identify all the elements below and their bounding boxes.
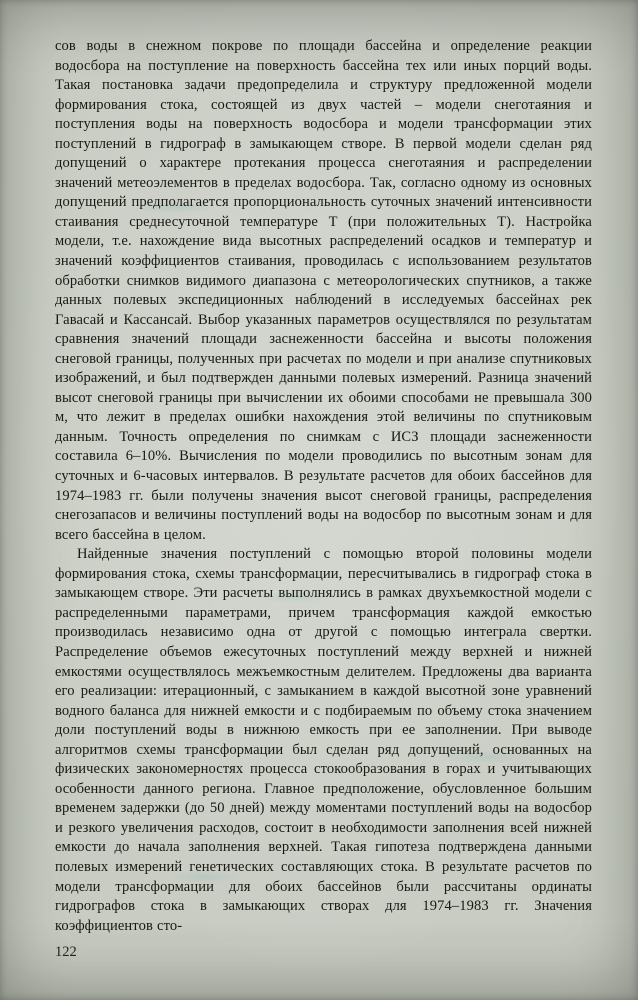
paragraph-transformation-scheme: Найденные значения поступлений с помощью второй половины модели формирования стока, схемы трансформации, пересчитывались в гидрограф стока в замыкающем створе. Эти расчеты выполнялись в рамках двухъемкостной модели с распределенными параметрами, причем трансформация каждой емкостью производилась независимо одна от другой с помощью интеграла свертки. Распределение объемов ежесуточных поступлений между верхней и нижней емкостями осуществлялось межъемкостным делителем. Предложены два варианта его реализации: итерационный, с замыканием в каждой высотной зоне уравнений водного баланса для нижней емкости и с подбираемым по объему стока значением доли поступлений воды в нижнюю емкость при ее заполнении. При выводе алгоритмов схемы трансформации был сделан ряд допущений, основанных на физических закономерностях процесса стокообразования в горах и учитывающих особенности данного региона. Главное предположение, обусловленное большим временем задержки (до 50 дней) между моментами поступлений воды на водосбор и резкого увеличения расходов, состоит в необходимости заполнения всей нижней емкости до начала заполнения верхней. Такая гипотеза подтверждена данными полевых измерений генетических составляющих стока. В результате расчетов по модели трансформации для обоих бассейнов были рассчитаны ординаты гидрографов стока в замыкающих створах для 1974–1983 гг. Значения коэффициентов сто- [55,546,592,934]
page-number: 122 [55,944,77,960]
body-text-block [55,37,592,936]
paragraph-snowmelt-model: сов воды в снежном покрове по площади бассейна и определение реакции водосбора на поступление на поверхность бассейна тех или иных порций воды. Такая постановка задачи предопределила и структуру предложенной модели формирования стока, состоящей из двух частей – модели снеготаяния и поступления воды на поверхность водосбора и модели трансформации этих поступлений в гидрограф в замыкающем створе. В первой модели сделан ряд допущений о характере протекания процесса снеготаяния и распределении значений метеоэлементов в пределах водосбора. Так, согласно одному из основных допущений предполагается пропорциональность суточных значений интенсивности стаивания среднесуточной температуре T (при положительных T). Настройка модели, т.е. нахождение вида высотных распределений осадков и температур и значений коэффициентов стаивания, проводилась с использованием результатов обработки снимков видимого диапазона с метеорологических спутников, а также данных полевых экспедиционных наблюдений в исследуемых бассейнах рек Гавасай и Кассансай. Выбор указанных параметров осуществлялся по результатам сравнения значений площади заснеженности бассейна и высоты положения снеговой границы, полученных при расчетах по модели и при анализе спутниковых изображений, и был подтвержден данными полевых измерений. Разница значений высот снеговой границы при вычислении их обоими способами не превышала 300 м, что лежит в пределах ошибки нахождения этой величины по спутниковым данным. Точность определения по снимкам с ИСЗ площади заснеженности составила 6–10%. Вычисления по модели проводились по высотным зонам для суточных и 6-часовых интервалов. В результате расчетов для обоих бассейнов для 1974–1983 гг. были получены значения высот снеговой границы, распределения снегозапасов и величины поступлений воды на водосбор по высотным зонам и для всего бассейна в целом. [55,38,592,543]
